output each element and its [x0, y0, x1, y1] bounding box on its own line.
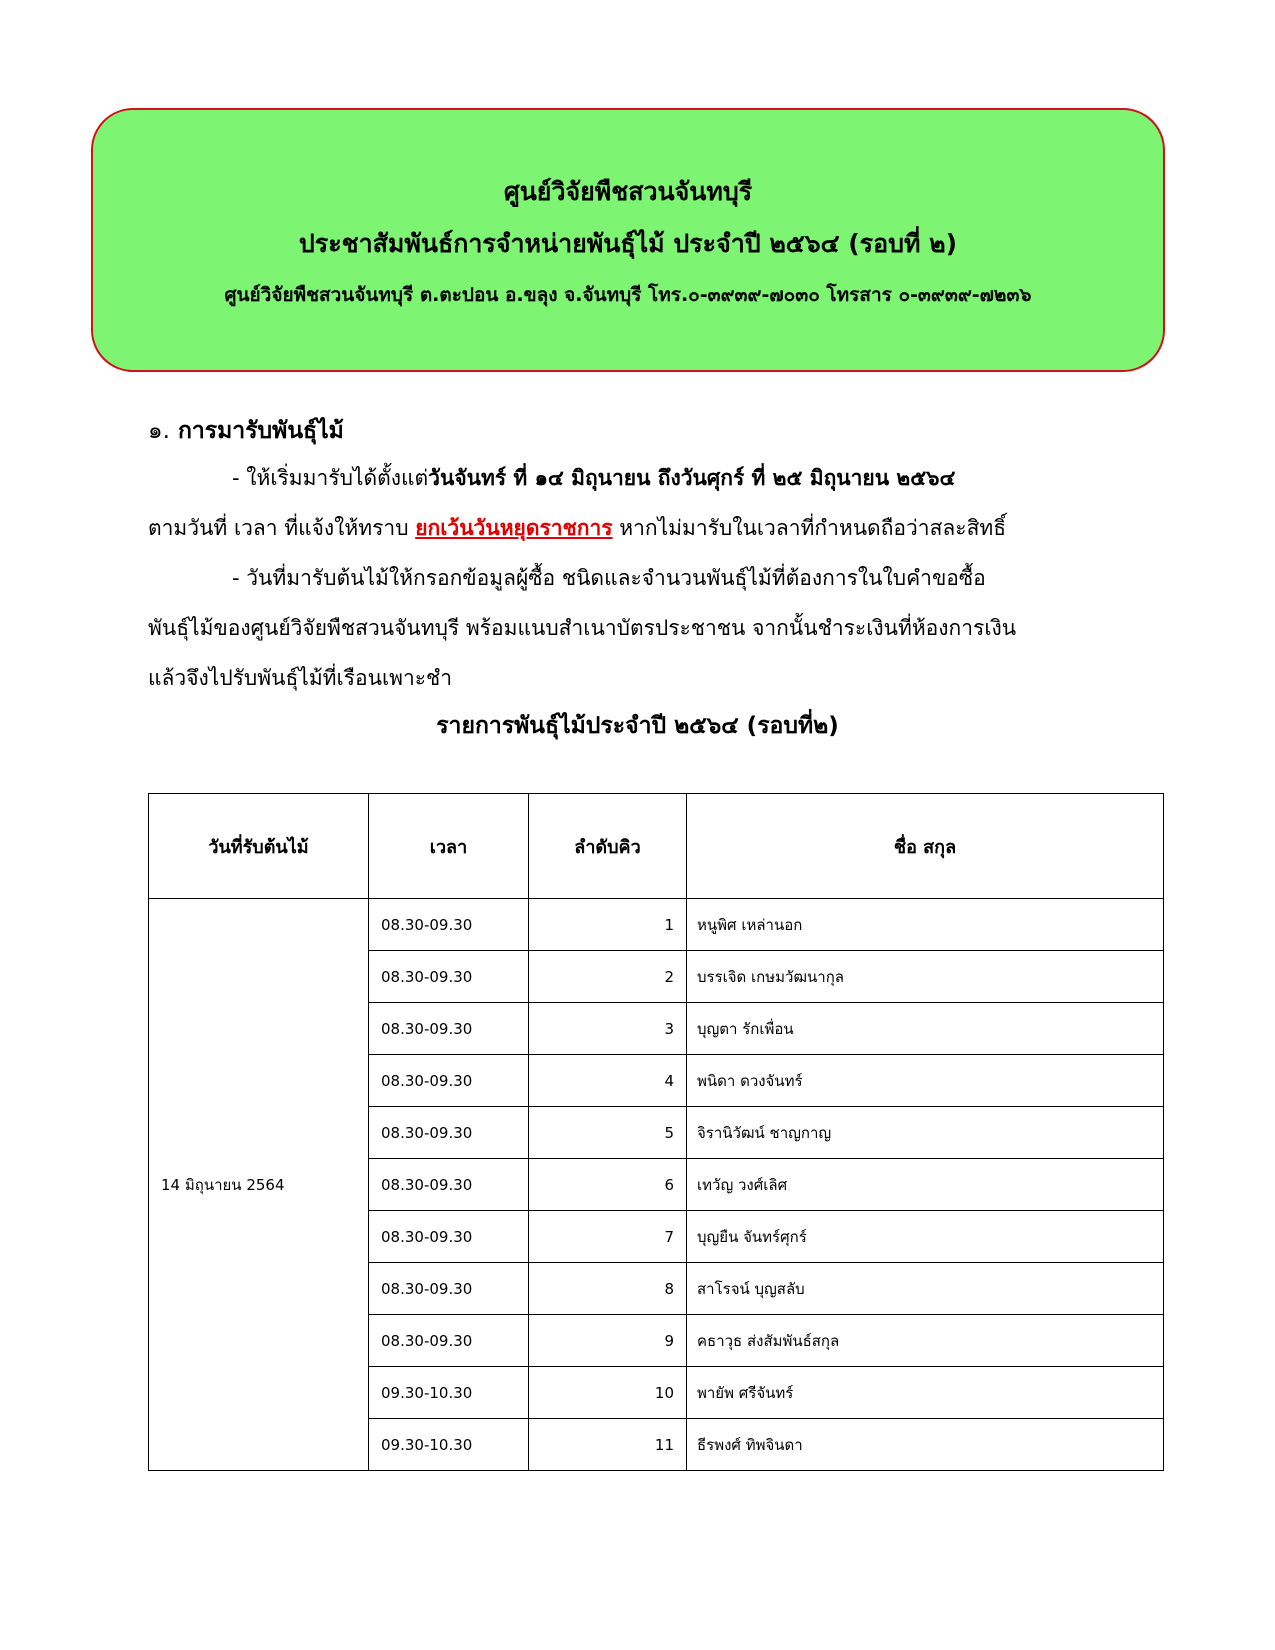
list-title: รายการพันธุ์ไม้ประจำปี ๒๕๖๔ (รอบที่๒) [436, 713, 839, 739]
time-cell: 08.30-09.30 [369, 1159, 529, 1211]
queue-cell: 8 [529, 1263, 687, 1315]
name-cell: จิรานิวัฒน์ ชาญกาญ [687, 1107, 1164, 1159]
queue-cell: 4 [529, 1055, 687, 1107]
time-cell: 09.30-10.30 [369, 1419, 529, 1471]
header-time: เวลา [369, 794, 529, 899]
time-cell: 08.30-09.30 [369, 1315, 529, 1367]
time-cell: 08.30-09.30 [369, 1211, 529, 1263]
name-cell: สาโรจน์ บุญสลับ [687, 1263, 1164, 1315]
time-cell: 08.30-09.30 [369, 899, 529, 951]
header-date: วันที่รับต้นไม้ [149, 794, 369, 899]
name-cell: ธีรพงศ์ ทิพจินดา [687, 1419, 1164, 1471]
paragraph-nursery: แล้วจึงไปรับพันธุ์ไม้ที่เรือนเพาะชำ [148, 666, 453, 690]
queue-cell: 3 [529, 1003, 687, 1055]
name-cell: คธาวุธ ส่งสัมพันธ์สกุล [687, 1315, 1164, 1367]
pickup-note-prefix: ตามวันที่ เวลา ที่แจ้งให้ทราบ [148, 516, 416, 540]
queue-cell: 5 [529, 1107, 687, 1159]
time-cell: 08.30-09.30 [369, 1055, 529, 1107]
queue-cell: 7 [529, 1211, 687, 1263]
header-name: ชื่อ สกุล [687, 794, 1164, 899]
queue-cell: 9 [529, 1315, 687, 1367]
queue-cell: 10 [529, 1367, 687, 1419]
holiday-exception: ยกเว้นวันหยุดราชการ [415, 516, 613, 540]
paragraph-pickup-dates [232, 462, 955, 495]
table-header-row [149, 794, 1164, 899]
name-cell: เทวัญ วงศ์เลิศ [687, 1159, 1164, 1211]
paragraph-form-instruction: - วันที่มารับต้นไม้ให้กรอกข้อมูลผู้ซื้อ ชนิดและจำนวนพันธุ์ไม้ที่ต้องการในใบคำขอซื้อ [232, 566, 986, 590]
name-cell: บุญตา รักเพื่อน [687, 1003, 1164, 1055]
pickup-date-range: วันจันทร์ ที่ ๑๔ มิถุนายน ถึงวันศุกร์ ที่ ๒๕ มิถุนายน ๒๕๖๔ [428, 466, 956, 490]
header-title: ศูนย์วิจัยพืชสวนจันทบุรี [503, 177, 753, 206]
header-contact: ศูนย์วิจัยพืชสวนจันทบุรี ต.ตะปอน อ.ขลุง จ.จันทบุรี โทร.๐-๓๙๓๙-๗๐๓๐ โทรสาร ๐-๓๙๓๙-๗๒๓๖ [224, 284, 1032, 306]
header-banner [91, 108, 1165, 372]
queue-table [148, 793, 1164, 1471]
time-cell: 08.30-09.30 [369, 1263, 529, 1315]
queue-cell: 1 [529, 899, 687, 951]
time-cell: 08.30-09.30 [369, 951, 529, 1003]
section-number: ๑. [148, 418, 170, 444]
table-row [149, 899, 1164, 951]
queue-cell: 6 [529, 1159, 687, 1211]
section-heading [148, 413, 344, 449]
name-cell: บุญยืน จันทร์ศุกร์ [687, 1211, 1164, 1263]
paragraph-form-instruction-cont: พันธุ์ไม้ของศูนย์วิจัยพืชสวนจันทบุรี พร้อมแนบสำเนาบัตรประชาชน จากนั้นชำระเงินที่ห้องการเงิน [148, 616, 1017, 640]
header-subtitle: ประชาสัมพันธ์การจำหน่ายพันธุ์ไม้ ประจำปี ๒๕๖๔ (รอบที่ ๒) [298, 229, 958, 258]
name-cell: บรรเจิด เกษมวัฒนากุล [687, 951, 1164, 1003]
pickup-note-suffix: หากไม่มารับในเวลาที่กำหนดถือว่าสละสิทธิ์ [612, 516, 1007, 540]
time-cell: 08.30-09.30 [369, 1107, 529, 1159]
name-cell: พนิดา ดวงจันทร์ [687, 1055, 1164, 1107]
name-cell: หนูพิศ เหล่านอก [687, 899, 1164, 951]
pickup-dates-prefix: - ให้เริ่มมารับได้ตั้งแต่ [232, 466, 429, 490]
name-cell: พายัพ ศรีจันทร์ [687, 1367, 1164, 1419]
time-cell: 09.30-10.30 [369, 1367, 529, 1419]
queue-cell: 2 [529, 951, 687, 1003]
pickup-date-cell: 14 มิถุนายน 2564 [149, 899, 369, 1471]
paragraph-pickup-note [148, 512, 1006, 545]
section-title: การมารับพันธุ์ไม้ [177, 418, 344, 444]
queue-cell: 11 [529, 1419, 687, 1471]
header-queue: ลำดับคิว [529, 794, 687, 899]
time-cell: 08.30-09.30 [369, 1003, 529, 1055]
